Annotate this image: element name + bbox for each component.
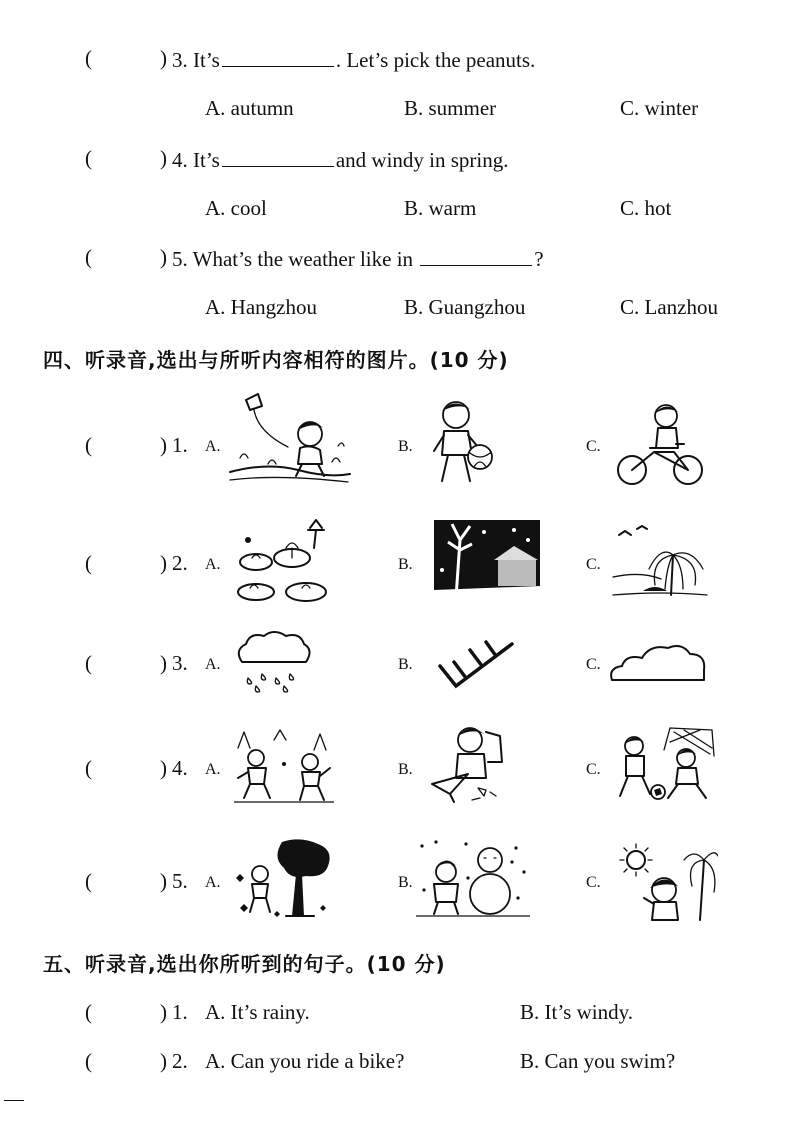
boy-paper-plane-icon	[428, 722, 508, 806]
question-pre: It’s	[193, 48, 220, 72]
option-label-c: C.	[586, 656, 601, 673]
answer-paren-close: )	[160, 46, 167, 70]
option-b: B. It’s windy.	[520, 1000, 633, 1024]
option-a: A. Can you ride a bike?	[205, 1049, 405, 1073]
answer-paren-close: )	[160, 551, 167, 575]
option-label-a: A.	[205, 556, 221, 573]
answer-paren-open: (	[85, 869, 92, 893]
wind-symbol-icon	[436, 638, 516, 690]
kid-snowman-icon	[416, 838, 530, 920]
option-label-a: A.	[205, 761, 221, 778]
option-c: C. hot	[620, 196, 672, 220]
answer-paren-close: )	[160, 433, 167, 457]
option-label-c: C.	[586, 438, 601, 455]
answer-paren-open: (	[85, 245, 92, 269]
answer-paren-open: (	[85, 551, 92, 575]
answer-paren-close: )	[160, 756, 167, 780]
boy-with-ball-icon	[424, 395, 496, 487]
answer-paren-open: (	[85, 1000, 92, 1024]
answer-paren-close: )	[160, 1000, 167, 1024]
answer-paren-open: (	[85, 756, 92, 780]
answer-paren-close: )	[160, 1049, 167, 1073]
answer-paren-open: (	[85, 146, 92, 170]
option-label-a: A.	[205, 656, 221, 673]
section-4-title: 四、听录音,选出与所听内容相符的图片。(10 分)	[43, 348, 509, 372]
option-a: A. Hangzhou	[205, 295, 317, 319]
question-number: 3.	[172, 651, 188, 675]
rain-cloud-icon	[234, 628, 314, 694]
answer-blank	[222, 46, 334, 67]
question-number: 3.	[172, 48, 188, 72]
answer-paren-open: (	[85, 433, 92, 457]
option-label-b: B.	[398, 656, 413, 673]
option-a: A. cool	[205, 196, 267, 220]
winter-house-icon	[434, 520, 540, 598]
willow-swallows-icon	[611, 525, 709, 601]
answer-paren-open: (	[85, 46, 92, 70]
option-b: B. Can you swim?	[520, 1049, 676, 1073]
answer-paren-open: (	[85, 1049, 92, 1073]
question-post: ?	[534, 247, 544, 271]
answer-blank	[222, 146, 334, 167]
option-label-b: B.	[398, 556, 413, 573]
option-label-c: C.	[586, 761, 601, 778]
answer-paren-open: (	[85, 651, 92, 675]
question-text	[172, 46, 535, 73]
option-b: B. warm	[404, 196, 477, 220]
option-label-c: C.	[586, 874, 601, 891]
option-a: A. autumn	[205, 96, 294, 120]
answer-paren-close: )	[160, 245, 167, 269]
question-number: 1.	[172, 433, 188, 457]
question-post: and windy in spring.	[335, 148, 509, 172]
question-number: 2.	[172, 1049, 188, 1073]
option-label-a: A.	[205, 438, 221, 455]
question-text	[172, 245, 544, 272]
answer-paren-close: )	[160, 651, 167, 675]
lotus-pond-icon	[232, 518, 338, 604]
question-pre: It’s	[193, 148, 220, 172]
kids-snowball-icon	[234, 728, 334, 804]
answer-blank	[420, 245, 532, 266]
question-number: 5.	[172, 869, 188, 893]
question-pre: What’s the weather like in	[192, 247, 414, 271]
option-a: A. It’s rainy.	[205, 1000, 310, 1024]
question-number: 1.	[172, 1000, 188, 1024]
page-edge-mark	[4, 1100, 24, 1101]
question-text	[172, 146, 509, 173]
answer-paren-close: )	[160, 146, 167, 170]
option-label-b: B.	[398, 874, 413, 891]
section-5-title: 五、听录音,选出你所听到的句子。(10 分)	[43, 952, 446, 976]
option-label-b: B.	[398, 761, 413, 778]
answer-paren-close: )	[160, 869, 167, 893]
question-number: 4.	[172, 148, 188, 172]
option-c: C. winter	[620, 96, 699, 120]
option-label-b: B.	[398, 438, 413, 455]
option-c: C. Lanzhou	[620, 295, 718, 319]
cloud-icon	[608, 640, 708, 686]
kids-football-icon	[614, 726, 716, 804]
boy-flying-kite-icon	[228, 392, 352, 487]
option-b: B. summer	[404, 96, 497, 120]
option-b: B. Guangzhou	[404, 295, 526, 319]
option-label-a: A.	[205, 874, 221, 891]
girl-hot-sun-icon	[614, 842, 718, 922]
question-number: 4.	[172, 756, 188, 780]
boy-under-tree-icon	[230, 838, 336, 922]
question-post: . Let’s pick the peanuts.	[335, 48, 536, 72]
question-number: 2.	[172, 551, 188, 575]
option-label-c: C.	[586, 556, 601, 573]
question-number: 5.	[172, 247, 188, 271]
boy-riding-bike-icon	[614, 400, 706, 488]
